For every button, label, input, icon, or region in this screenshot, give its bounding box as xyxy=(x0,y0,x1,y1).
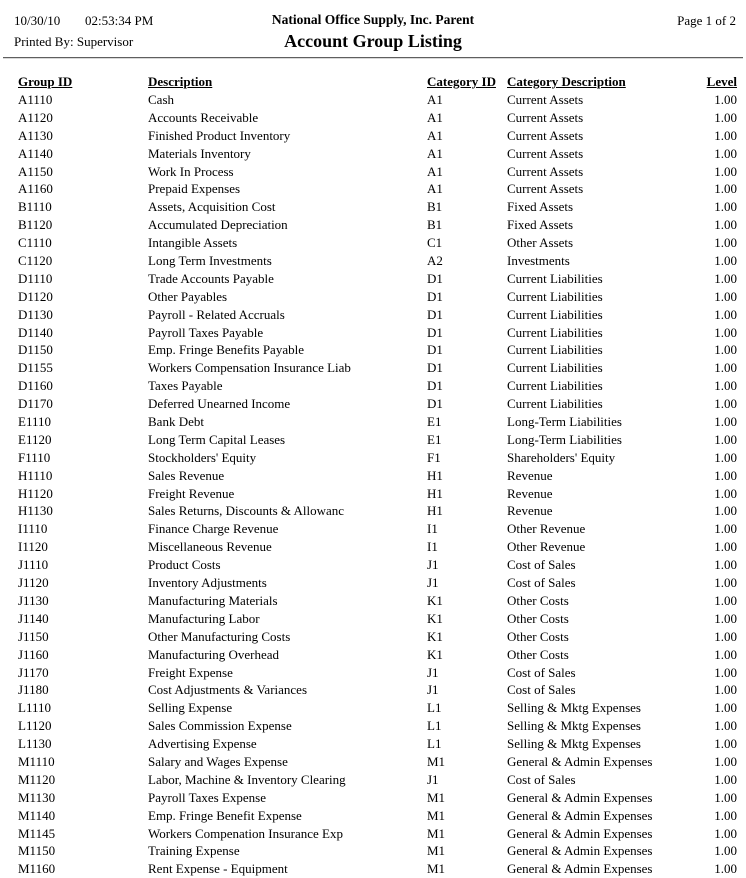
cell-category-id: F1 xyxy=(427,449,441,465)
cell-category-description: Other Costs xyxy=(507,592,569,608)
cell-group-id: A1140 xyxy=(18,145,53,161)
cell-level: 1.00 xyxy=(714,592,737,608)
cell-category-id: D1 xyxy=(427,342,443,358)
column-header-category-description: Category Description xyxy=(507,74,626,89)
cell-level: 1.00 xyxy=(714,610,737,626)
cell-description: Manufacturing Labor xyxy=(148,610,260,626)
cell-category-description: Fixed Assets xyxy=(507,199,574,215)
cell-description: Finished Product Inventory xyxy=(148,127,291,143)
cell-description: Labor, Machine & Inventory Clearing xyxy=(148,771,346,787)
cell-category-id: B1 xyxy=(427,199,443,215)
table-row xyxy=(0,341,746,359)
table-row xyxy=(0,413,746,431)
cell-level: 1.00 xyxy=(714,163,737,179)
table-row xyxy=(0,664,746,682)
cell-category-description: Other Revenue xyxy=(507,521,586,537)
table-row xyxy=(0,449,746,467)
cell-level: 1.00 xyxy=(714,807,737,823)
cell-description: Accumulated Depreciation xyxy=(148,217,288,233)
cell-category-id: M1 xyxy=(427,789,446,805)
table-header-row xyxy=(0,73,746,91)
cell-category-id: M1 xyxy=(427,753,446,769)
cell-category-id: A1 xyxy=(427,181,443,197)
page-indicator: Page 1 of 2 xyxy=(677,13,736,28)
cell-group-id: A1120 xyxy=(18,109,53,125)
table-row xyxy=(0,789,746,807)
cell-category-description: Cost of Sales xyxy=(507,664,576,680)
cell-group-id: D1160 xyxy=(18,378,53,394)
table-row xyxy=(0,467,746,485)
report-date: 10/30/10 xyxy=(14,13,61,28)
cell-level: 1.00 xyxy=(714,431,737,447)
cell-group-id: C1110 xyxy=(18,235,52,251)
column-header-category-id: Category ID xyxy=(427,74,496,89)
cell-category-description: Current Liabilities xyxy=(507,342,603,358)
table-row xyxy=(0,502,746,520)
cell-level: 1.00 xyxy=(714,575,737,591)
cell-description: Salary and Wages Expense xyxy=(148,753,288,769)
cell-category-id: A1 xyxy=(427,109,443,125)
cell-description: Emp. Fringe Benefits Payable xyxy=(148,342,304,358)
cell-level: 1.00 xyxy=(714,449,737,465)
cell-group-id: M1120 xyxy=(18,771,56,787)
cell-description: Emp. Fringe Benefit Expense xyxy=(148,807,302,823)
cell-level: 1.00 xyxy=(714,718,737,734)
cell-category-id: D1 xyxy=(427,324,443,340)
cell-group-id: D1150 xyxy=(18,342,53,358)
cell-category-description: General & Admin Expenses xyxy=(507,789,653,805)
table-row xyxy=(0,735,746,753)
cell-category-description: Current Assets xyxy=(507,92,584,107)
cell-group-id: J1160 xyxy=(18,646,49,662)
cell-description: Inventory Adjustments xyxy=(148,575,267,591)
header-divider xyxy=(3,57,743,59)
cell-category-description: Selling & Mktg Expenses xyxy=(507,736,641,752)
cell-category-description: Current Assets xyxy=(507,127,584,143)
cell-group-id: J1140 xyxy=(18,610,49,626)
cell-category-description: Long-Term Liabilities xyxy=(507,414,622,430)
cell-level: 1.00 xyxy=(714,235,737,251)
table-row xyxy=(0,127,746,145)
cell-group-id: M1145 xyxy=(18,825,56,841)
table-row xyxy=(0,288,746,306)
cell-description: Freight Expense xyxy=(148,664,233,680)
cell-category-id: M1 xyxy=(427,807,446,823)
cell-category-description: Revenue xyxy=(507,503,553,519)
cell-group-id: B1120 xyxy=(18,217,53,233)
cell-description: Other Payables xyxy=(148,288,228,304)
column-header-description: Description xyxy=(148,74,213,89)
table-row xyxy=(0,628,746,646)
cell-level: 1.00 xyxy=(714,414,737,430)
cell-category-id: D1 xyxy=(427,378,443,394)
table-row xyxy=(0,252,746,270)
cell-category-id: A1 xyxy=(427,145,443,161)
cell-level: 1.00 xyxy=(714,199,737,215)
cell-category-description: Current Assets xyxy=(507,181,584,197)
cell-category-id: E1 xyxy=(427,414,442,430)
table-row xyxy=(0,216,746,234)
cell-category-description: Current Liabilities xyxy=(507,324,603,340)
cell-group-id: H1130 xyxy=(18,503,53,519)
cell-category-description: Fixed Assets xyxy=(507,217,574,233)
cell-category-id: H1 xyxy=(427,503,443,519)
table-row xyxy=(0,270,746,288)
cell-group-id: H1110 xyxy=(18,467,53,483)
cell-group-id: M1160 xyxy=(18,861,56,877)
cell-category-id: D1 xyxy=(427,360,443,376)
cell-description: Payroll - Related Accruals xyxy=(148,306,285,322)
cell-category-id: J1 xyxy=(427,557,439,573)
table-row xyxy=(0,842,746,860)
table-row xyxy=(0,753,746,771)
cell-description: Intangible Assets xyxy=(148,235,238,251)
cell-description: Manufacturing Materials xyxy=(148,592,278,608)
table-row xyxy=(0,485,746,503)
cell-description: Long Term Investments xyxy=(148,253,272,269)
cell-category-description: General & Admin Expenses xyxy=(507,753,653,769)
cell-level: 1.00 xyxy=(714,270,737,286)
cell-level: 1.00 xyxy=(714,253,737,269)
cell-group-id: C1120 xyxy=(18,253,53,269)
cell-group-id: M1140 xyxy=(18,807,56,823)
column-header-group-id: Group ID xyxy=(18,74,73,89)
cell-category-description: Cost of Sales xyxy=(507,682,576,698)
cell-category-description: Cost of Sales xyxy=(507,771,576,787)
cell-category-description: Other Assets xyxy=(507,235,574,251)
cell-level: 1.00 xyxy=(714,109,737,125)
cell-group-id: I1120 xyxy=(18,539,48,555)
cell-category-description: Revenue xyxy=(507,467,553,483)
cell-description: Workers Compensation Insurance Liab xyxy=(148,360,351,376)
cell-level: 1.00 xyxy=(714,664,737,680)
table-row xyxy=(0,180,746,198)
cell-category-id: D1 xyxy=(427,270,443,286)
cell-group-id: D1140 xyxy=(18,324,53,340)
cell-description: Finance Charge Revenue xyxy=(148,521,279,537)
cell-category-id: M1 xyxy=(427,825,446,841)
cell-level: 1.00 xyxy=(714,288,737,304)
cell-category-id: M1 xyxy=(427,861,446,877)
cell-category-id: K1 xyxy=(427,610,443,626)
cell-description: Sales Revenue xyxy=(148,467,225,483)
table-row xyxy=(0,681,746,699)
cell-description: Payroll Taxes Payable xyxy=(148,324,264,340)
table-row xyxy=(0,520,746,538)
cell-level: 1.00 xyxy=(714,682,737,698)
cell-category-description: Current Assets xyxy=(507,163,584,179)
cell-group-id: B1110 xyxy=(18,199,52,215)
cell-category-description: Investments xyxy=(507,253,570,269)
cell-description: Work In Process xyxy=(148,163,234,179)
cell-level: 1.00 xyxy=(714,789,737,805)
cell-category-description: Revenue xyxy=(507,485,553,501)
cell-category-id: L1 xyxy=(427,718,442,734)
cell-group-id: D1120 xyxy=(18,288,53,304)
cell-group-id: J1120 xyxy=(18,575,49,591)
cell-group-id: J1150 xyxy=(18,628,49,644)
cell-level: 1.00 xyxy=(714,753,737,769)
cell-category-id: I1 xyxy=(427,521,438,537)
table-row xyxy=(0,610,746,628)
cell-category-id: B1 xyxy=(427,217,443,233)
cell-group-id: D1110 xyxy=(18,270,53,286)
cell-level: 1.00 xyxy=(714,628,737,644)
cell-group-id: I1110 xyxy=(18,521,48,537)
table-row xyxy=(0,807,746,825)
cell-level: 1.00 xyxy=(714,861,737,877)
cell-category-id: C1 xyxy=(427,235,443,251)
cell-level: 1.00 xyxy=(714,127,737,143)
table-row xyxy=(0,574,746,592)
column-header-level: Level xyxy=(706,74,737,89)
cell-description: Product Costs xyxy=(148,557,221,573)
table-row xyxy=(0,395,746,413)
cell-level: 1.00 xyxy=(714,503,737,519)
cell-category-description: Current Liabilities xyxy=(507,306,603,322)
table-row xyxy=(0,646,746,664)
cell-group-id: M1110 xyxy=(18,753,55,769)
cell-category-description: Current Assets xyxy=(507,145,584,161)
cell-level: 1.00 xyxy=(714,306,737,322)
cell-level: 1.00 xyxy=(714,557,737,573)
cell-level: 1.00 xyxy=(714,646,737,662)
cell-category-description: Current Liabilities xyxy=(507,270,603,286)
cell-description: Assets, Acquisition Cost xyxy=(148,199,276,215)
cell-category-id: L1 xyxy=(427,700,442,716)
cell-category-description: Current Liabilities xyxy=(507,378,603,394)
cell-level: 1.00 xyxy=(714,485,737,501)
cell-category-description: Cost of Sales xyxy=(507,575,576,591)
report-title: Account Group Listing xyxy=(284,31,462,51)
cell-category-id: D1 xyxy=(427,306,443,322)
cell-group-id: D1155 xyxy=(18,360,53,376)
cell-description: Deferred Unearned Income xyxy=(148,396,291,412)
cell-group-id: E1120 xyxy=(18,431,52,447)
cell-description: Accounts Receivable xyxy=(148,109,259,125)
table-row xyxy=(0,538,746,556)
cell-category-id: J1 xyxy=(427,771,439,787)
table-row xyxy=(0,377,746,395)
table-row xyxy=(0,699,746,717)
cell-category-description: Other Costs xyxy=(507,628,569,644)
table-body xyxy=(0,91,746,878)
cell-category-description: Selling & Mktg Expenses xyxy=(507,718,641,734)
cell-level: 1.00 xyxy=(714,700,737,716)
cell-group-id: D1170 xyxy=(18,396,53,412)
cell-category-id: J1 xyxy=(427,664,439,680)
cell-level: 1.00 xyxy=(714,92,737,107)
table-row xyxy=(0,91,746,109)
report-time: 02:53:34 PM xyxy=(85,13,154,28)
cell-level: 1.00 xyxy=(714,145,737,161)
cell-category-id: M1 xyxy=(427,843,446,859)
cell-description: Taxes Payable xyxy=(148,378,223,394)
cell-description: Payroll Taxes Expense xyxy=(148,789,266,805)
cell-group-id: J1110 xyxy=(18,557,49,573)
cell-group-id: J1180 xyxy=(18,682,49,698)
cell-category-description: Selling & Mktg Expenses xyxy=(507,700,641,716)
cell-group-id: A1130 xyxy=(18,127,53,143)
cell-group-id: J1170 xyxy=(18,664,49,680)
cell-category-id: E1 xyxy=(427,431,442,447)
cell-description: Selling Expense xyxy=(148,700,233,716)
cell-category-id: A1 xyxy=(427,163,443,179)
cell-category-description: Long-Term Liabilities xyxy=(507,431,622,447)
cell-category-id: A1 xyxy=(427,127,443,143)
cell-level: 1.00 xyxy=(714,539,737,555)
table-row xyxy=(0,825,746,843)
cell-group-id: H1120 xyxy=(18,485,53,501)
table-row xyxy=(0,109,746,127)
cell-category-description: General & Admin Expenses xyxy=(507,843,653,859)
cell-description: Bank Debt xyxy=(148,414,204,430)
table-row xyxy=(0,592,746,610)
cell-category-description: Current Liabilities xyxy=(507,396,603,412)
cell-group-id: M1130 xyxy=(18,789,56,805)
cell-category-description: Cost of Sales xyxy=(507,557,576,573)
table-row xyxy=(0,556,746,574)
table-row xyxy=(0,860,746,878)
table-row xyxy=(0,359,746,377)
cell-group-id: L1130 xyxy=(18,736,52,752)
cell-category-description: General & Admin Expenses xyxy=(507,861,653,877)
cell-level: 1.00 xyxy=(714,396,737,412)
table-row xyxy=(0,771,746,789)
cell-description: Miscellaneous Revenue xyxy=(148,539,272,555)
cell-category-description: Other Revenue xyxy=(507,539,586,555)
cell-group-id: J1130 xyxy=(18,592,49,608)
cell-level: 1.00 xyxy=(714,736,737,752)
cell-group-id: L1120 xyxy=(18,718,52,734)
cell-description: Sales Commission Expense xyxy=(148,718,292,734)
cell-category-description: Current Liabilities xyxy=(507,288,603,304)
cell-level: 1.00 xyxy=(714,825,737,841)
cell-category-description: General & Admin Expenses xyxy=(507,825,653,841)
cell-category-id: I1 xyxy=(427,539,438,555)
cell-description: Materials Inventory xyxy=(148,145,251,161)
cell-category-id: K1 xyxy=(427,646,443,662)
cell-description: Prepaid Expenses xyxy=(148,181,241,197)
cell-group-id: A1150 xyxy=(18,163,53,179)
cell-description: Advertising Expense xyxy=(148,736,257,752)
cell-level: 1.00 xyxy=(714,467,737,483)
cell-level: 1.00 xyxy=(714,378,737,394)
cell-category-description: Other Costs xyxy=(507,610,569,626)
cell-description: Other Manufacturing Costs xyxy=(148,628,291,644)
cell-level: 1.00 xyxy=(714,181,737,197)
cell-category-id: A1 xyxy=(427,92,443,107)
cell-level: 1.00 xyxy=(714,217,737,233)
cell-description: Sales Returns, Discounts & Allowanc xyxy=(148,503,345,519)
cell-group-id: D1130 xyxy=(18,306,53,322)
cell-category-id: D1 xyxy=(427,396,443,412)
cell-category-id: J1 xyxy=(427,575,439,591)
cell-group-id: L1110 xyxy=(18,700,51,716)
cell-group-id: F1110 xyxy=(18,449,51,465)
cell-level: 1.00 xyxy=(714,771,737,787)
cell-group-id: A1110 xyxy=(18,92,53,107)
cell-description: Training Expense xyxy=(148,843,240,859)
cell-group-id: A1160 xyxy=(18,181,53,197)
cell-category-id: D1 xyxy=(427,288,443,304)
table-row xyxy=(0,431,746,449)
cell-description: Workers Compenation Insurance Exp xyxy=(148,825,343,841)
cell-group-id: E1110 xyxy=(18,414,51,430)
cell-description: Manufacturing Overhead xyxy=(148,646,280,662)
cell-level: 1.00 xyxy=(714,843,737,859)
cell-description: Cost Adjustments & Variances xyxy=(148,682,308,698)
cell-category-id: H1 xyxy=(427,485,443,501)
table-row xyxy=(0,198,746,216)
cell-description: Rent Expense - Equipment xyxy=(148,861,288,877)
cell-category-id: K1 xyxy=(427,592,443,608)
cell-category-description: Other Costs xyxy=(507,646,569,662)
cell-description: Long Term Capital Leases xyxy=(148,431,286,447)
table-row xyxy=(0,145,746,163)
cell-description: Trade Accounts Payable xyxy=(148,270,274,286)
cell-category-description: Current Liabilities xyxy=(507,360,603,376)
table-row xyxy=(0,324,746,342)
table-row xyxy=(0,234,746,252)
table-row xyxy=(0,717,746,735)
cell-level: 1.00 xyxy=(714,521,737,537)
cell-description: Freight Revenue xyxy=(148,485,235,501)
cell-category-id: J1 xyxy=(427,682,439,698)
cell-level: 1.00 xyxy=(714,324,737,340)
cell-group-id: M1150 xyxy=(18,843,56,859)
cell-category-id: H1 xyxy=(427,467,443,483)
cell-category-id: L1 xyxy=(427,736,442,752)
cell-level: 1.00 xyxy=(714,342,737,358)
company-name: National Office Supply, Inc. Parent xyxy=(271,12,475,27)
table-row xyxy=(0,163,746,181)
cell-category-id: K1 xyxy=(427,628,443,644)
cell-category-description: Current Assets xyxy=(507,109,584,125)
cell-description: Stockholders' Equity xyxy=(148,449,257,465)
cell-category-description: Shareholders' Equity xyxy=(507,449,616,465)
cell-category-id: A2 xyxy=(427,253,443,269)
account-group-table xyxy=(0,73,746,878)
cell-description: Cash xyxy=(148,92,174,107)
table-row xyxy=(0,306,746,324)
cell-category-description: General & Admin Expenses xyxy=(507,807,653,823)
printed-by: Printed By: Supervisor xyxy=(14,34,134,49)
cell-level: 1.00 xyxy=(714,360,737,376)
